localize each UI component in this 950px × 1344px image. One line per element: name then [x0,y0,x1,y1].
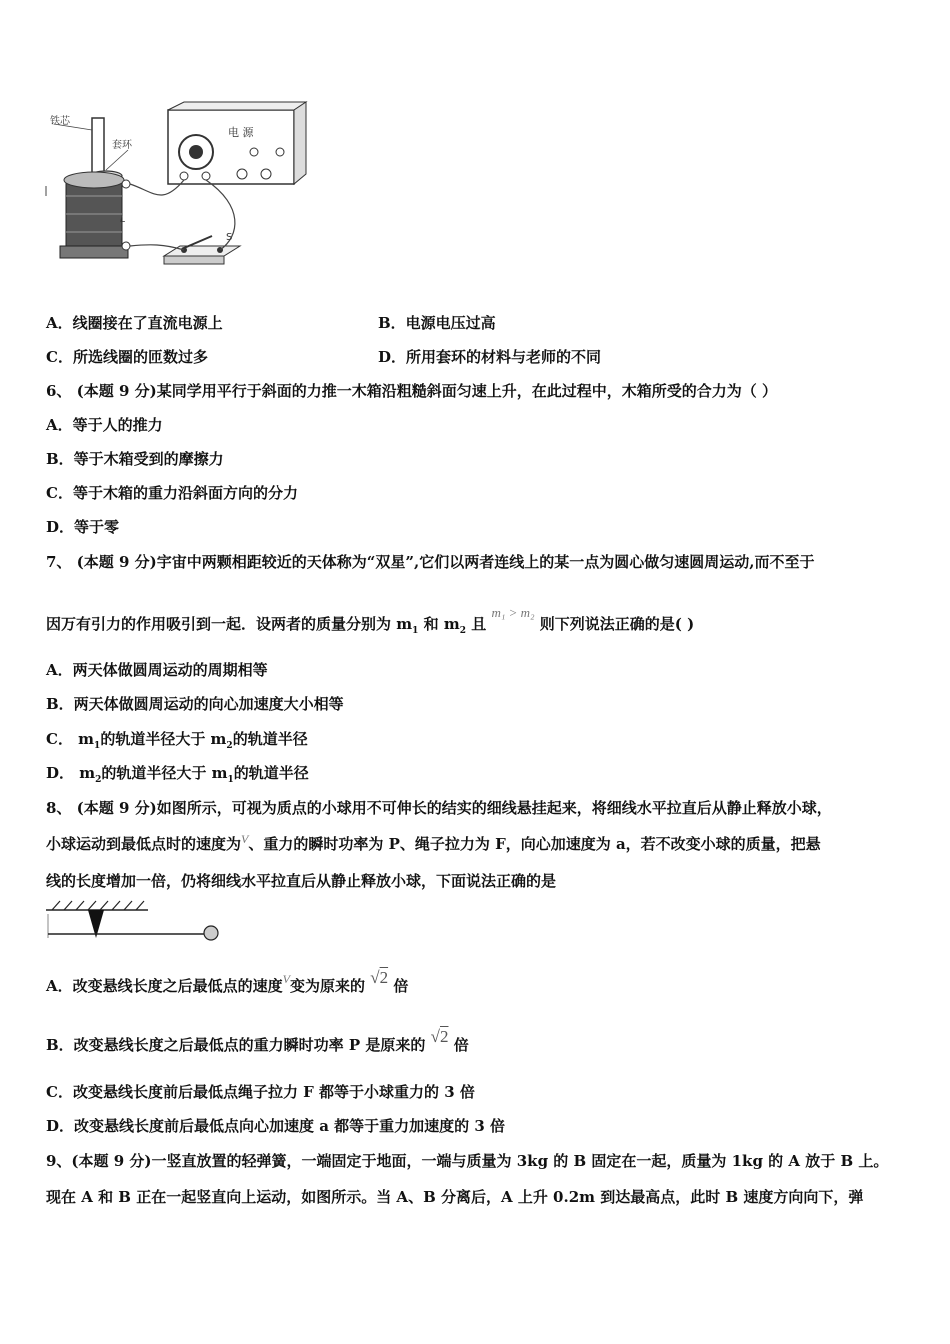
q5-option-d: D．所用套环的材料与老师的不同 [378,348,602,366]
label-ring: 套环 [112,140,132,151]
q6-stem: 6、 (本题 9 分)某同学用平行于斜面的力推一木箱沿粗糙斜面匀速上升，在此过程中，木箱所受的合力为（ ） [46,382,777,400]
q8-option-d: D．改变悬线长度前后最低点向心加速度 a 都等于重力加速度的 3 倍 [46,1117,506,1135]
q7-option-b: B．两天体做圆周运动的向心加速度大小相等 [46,695,344,713]
q8-stem-line1: 8、 (本题 9 分)如图所示，可视为质点的小球用不可伸长的结实的细线悬挂起来，将细线水平拉直后从静止释放小球， [46,799,832,817]
mass-inequality: m₁ > m₂ [491,605,535,620]
q7-option-a: A．两天体做圆周运动的周期相等 [46,661,268,679]
q8-option-a: A．改变悬线长度之后最低点的速度$^V$变为原来的 √2 倍 [46,968,409,995]
label-core: 铁芯 [50,116,70,127]
coil [66,180,122,254]
velocity-symbol: V [241,832,249,846]
q9-stem-line2: 现在 A 和 B 正在一起竖直向上运动，如图所示。当 A、B 分离后，A 上升 0.2m 到达最高点，此时 B 速度方向向下，弹 [46,1188,864,1206]
q5-option-b: B．电源电压过高 [378,314,496,332]
apparatus-figure [44,96,314,276]
ball [204,926,218,940]
q8-stem-line3: 线的长度增加一倍，仍将细线水平拉直后从静止释放小球，下面说法正确的是 [46,872,557,890]
q7-option-c: C． $m_1$的轨道半径大于 $m_2$的轨道半径 [46,730,308,751]
label-L: L [120,214,126,225]
q7-option-d: D． $m_2$的轨道半径大于 $m_1$的轨道半径 [46,764,309,785]
q7-stem-line2: 因万有引力的作用吸引到一起．设两者的质量分别为 $m_1$ 和 $m_2$ 且 m₁ > m₂ 则下列说法正确的是( ) [46,605,695,636]
pendulum-figure [44,898,226,946]
label-S: S [226,232,233,243]
q6-option-c: C．等于木箱的重力沿斜面方向的分力 [46,484,298,502]
q8-option-b: B．改变悬线长度之后最低点的重力瞬时功率 P 是原来的 √2 倍 [46,1027,469,1054]
q7-stem-line1: 7、 (本题 9 分)宇宙中两颗相距较近的天体称为“双星”,它们以两者连线上的某一点为圆心做匀速圆周运动,而不至于 [46,553,815,571]
q8-option-c: C．改变悬线长度前后最低点绳子拉力 F 都等于小球重力的 3 倍 [46,1083,475,1101]
q9-stem-line1: 9、(本题 9 分)一竖直放置的轻弹簧，一端固定于地面，一端与质量为 3kg 的 B 固定在一起，质量为 1kg 的 A 放于 B 上。 [46,1152,889,1170]
q8-stem-line2: 小球运动到最低点时的速度为$^V$、重力的瞬时功率为 P、绳子拉力为 F，向心加速度为 a，若不改变小球的质量，把悬 [46,832,821,853]
q5-option-c: C．所选线圈的匝数过多 [46,348,208,366]
q6-option-a: A．等于人的推力 [46,416,163,434]
q6-option-d: D．等于零 [46,518,120,536]
q6-option-b: B．等于木箱受到的摩擦力 [46,450,224,468]
q5-option-a: A．线圈接在了直流电源上 [46,314,223,332]
sqrt-2: √2 [370,968,389,987]
label-power: 电 源 [228,126,254,139]
sqrt-2: √2 [430,1027,449,1046]
